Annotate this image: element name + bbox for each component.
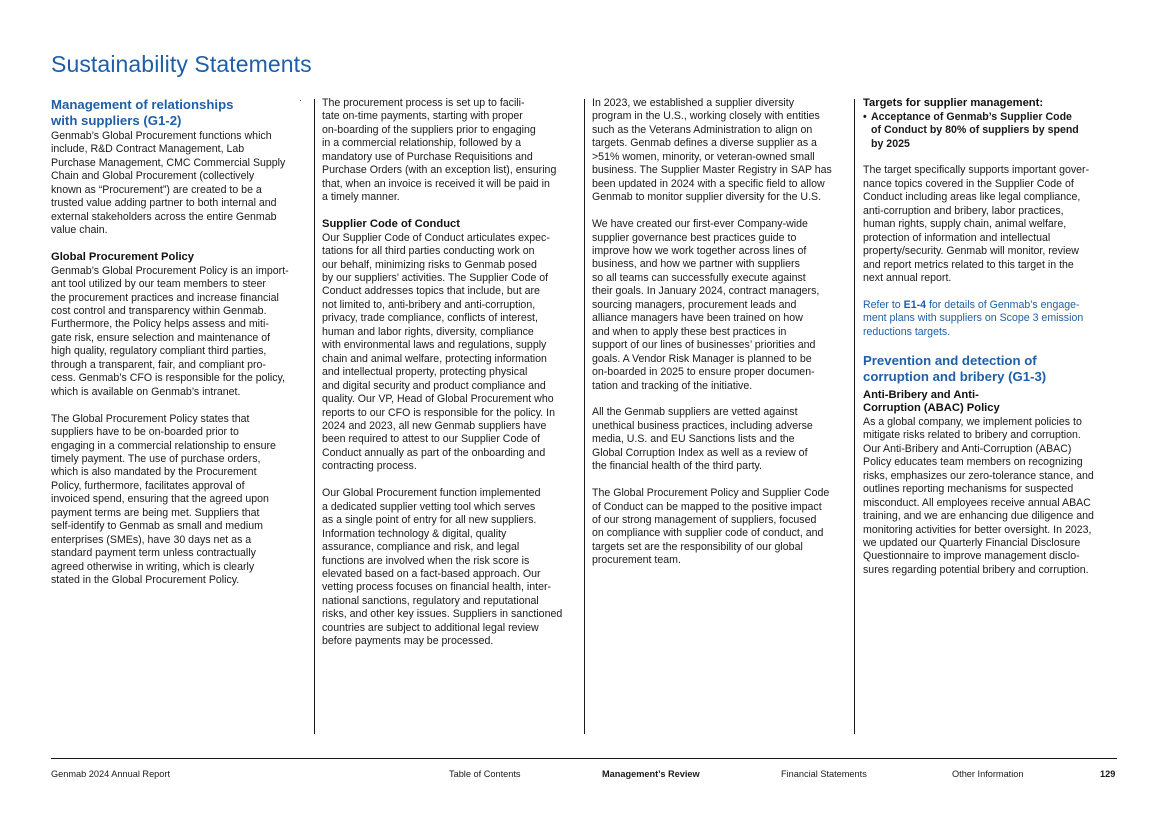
- column-3: [592, 97, 842, 581]
- subheading-global-procurement-policy: Global Procurement Policy: [51, 251, 194, 264]
- bullet-text: Acceptance of Genmab’s Supplier Code of Conduct by 80% of suppliers by spend by 2025: [871, 110, 1079, 150]
- paragraph: In 2023, we established a supplier diversity program in the U.S., working closely with entities such as the Veterans Administration to align on targets. Genmab defines a diverse supplier as a >51% women, minority, or veteran-owned small business. The Supplier Master Registry in SAP has been updated in 2024 with a specific field to allow Genmab to monitor supplier diversity for the U.S.: [592, 97, 832, 204]
- column-divider: [584, 99, 585, 734]
- paragraph: As a global company, we implement policies to mitigate risks related to bribery and corruption. Our Anti-Bribery and Anti-Corruption (ABAC) Policy educates team members on recognizing risks, emphasizes our zero-tolerance stance, and outlines reporting mechanisms for suspected misconduct. All employees receive annual ABAC training, and we are enhancing due diligence and monitoring activities for better oversight. In 2023, we updated our Quarterly Financial Disclosure Questionnaire to improve management disclo- sures regarding potential bribery and corruption.: [863, 415, 1094, 576]
- subheading-supplier-code-of-conduct: Supplier Code of Conduct: [322, 218, 460, 231]
- footer-link-financial-statements[interactable]: Financial Statements: [781, 769, 867, 779]
- section-heading-corruption-bribery: Prevention and detection of corruption and bribery (G1-3): [863, 352, 1047, 384]
- paragraph: All the Genmab suppliers are vetted against unethical business practices, including adverse media, U.S. and EU Sanctions lists and the Global Corruption Index as well as a review of the financial health of the third party.: [592, 406, 813, 473]
- reference-text: for details of Genmab’s engage- ment plans with suppliers on Scope 3 emission reductions targets.: [863, 298, 1084, 338]
- page-number: 129: [1100, 769, 1116, 779]
- footer-link-table-of-contents[interactable]: Table of Contents: [449, 769, 521, 779]
- paragraph: Genmab’s Global Procurement Policy is an import- ant tool utilized by our team members to steer the procurement practices and increase financial cost control and transparency within Genmab. Furthermore, the Policy helps assess and miti- gate risk, ensure selection and maintenance of high quality, regulatory compliant third parties, through a transparent, fair, and compliant pro- cess. Genmab’s CFO is responsible for the policy, which is available on Genmab’s intranet.: [51, 264, 289, 398]
- reference-link-e1-4[interactable]: E1-4: [903, 298, 927, 311]
- footer-link-managements-review[interactable]: Management’s Review: [602, 769, 700, 779]
- reference-paragraph: [863, 299, 1117, 339]
- page-title: Sustainability Statements: [51, 51, 312, 78]
- column-4: [863, 97, 1117, 591]
- footer-report-name: Genmab 2024 Annual Report: [51, 769, 171, 779]
- paragraph: The target specifically supports important gover- nance topics covered in the Supplier Code of Conduct including areas like legal compliance, anti-corruption and bribery, labor practices, human rights, supply chain, animal welfare, protection of information and intellectual property/security. Genmab will monitor, review and report metrics related to this target in the next annual report.: [863, 164, 1090, 285]
- column-2: [322, 97, 576, 662]
- paragraph: Our Supplier Code of Conduct articulates expec- tations for all third parties conducting work on our behalf, minimizing risks to Genmab posed by our suppliers’ activities. The Supplier Code of Conduct addresses topics that include, but are not limited to, anti-bribery and anti-corruption, privacy, trade compliance, conflicts of interest, human and labor rights, diversity, compliance with environmental laws and regulations, supply chain and animal welfare, protecting information and intellectual property, protecting physical and digital security and product compliance and quality. Our VP, Head of Global Procurement who reports to our CFO is responsible for the policy. In 2024 and 2023, all new Genmab suppliers have been required to attest to our Supplier Code of Conduct annually as part of the onboarding and contracting process.: [322, 231, 555, 473]
- footer-divider: [51, 758, 1117, 759]
- bullet-marker: •: [863, 110, 867, 123]
- section-heading-supplier-relationships: Management of relationships with suppliers (G1-2): [51, 97, 234, 128]
- footer-link-other-information[interactable]: Other Information: [952, 769, 1024, 779]
- subheading-targets: Targets for supplier management:: [863, 97, 1044, 109]
- paragraph: The Global Procurement Policy states that suppliers have to be on-boarded prior to engaging in a commercial relationship to ensure timely payment. The use of purchase orders, which is also mandated by the Procurement Policy, furthermore, facilitates approval of invoiced spend, ensuring that the agreed upon payment terms are being met. Suppliers that self-identify to Genmab as small and medium enterprises (SMEs), have 30 days net as a standard payment term unless contractually agreed otherwise in writing, which is clearly stated in the Global Procurement Policy.: [51, 412, 276, 587]
- paragraph: Our Global Procurement function implemented a dedicated supplier vetting tool which serves as a single point of entry for all new suppliers. Information technology & digital, quality assurance, compliance and risk, and legal functions are involved when the risk score is elevated based on a fact-based approach. Our vetting process focuses on financial health, inter- national sanctions, regulatory and reputational risks, and other key issues. Suppliers in sanctioned countries are subject to additional legal review before payments may be processed.: [322, 487, 563, 648]
- paragraph: The procurement process is set up to facili- tate on-time payments, starting with proper on-boarding of the suppliers prior to engaging in a commercial relationship, followed by a mandatory use of Purchase Requisitions and Purchase Orders (with an exception list), ensuring that, when an invoice is received it will be paid in a timely manner.: [322, 97, 557, 204]
- paragraph: The Global Procurement Policy and Supplier Code of Conduct can be mapped to the positive impact of our strong management of suppliers, focused on compliance with supplier code of conduct, and targets set are the responsibility of our global procurement team.: [592, 487, 830, 567]
- paragraph: We have created our first-ever Company-wide supplier governance best practices guide to improve how we work together across lines of business, and how we partner with suppliers so all teams can successfully execute against their goals. In January 2024, contract managers, sourcing managers, procurement leads and alliance managers have been trained on how and when to apply these best practices in support of our lines of businesses’ priorities and goals. A Vendor Risk Manager is planned to be on-boarded in 2025 to ensure proper documen- tation and tracking of the initiative.: [592, 218, 820, 392]
- target-bullet: [863, 111, 1117, 151]
- column-divider: [854, 99, 855, 734]
- reference-text: Refer to: [863, 298, 904, 311]
- subheading-abac-policy: Anti-Bribery and Anti- Corruption (ABAC) Policy: [863, 388, 1000, 415]
- column-divider: [314, 99, 315, 734]
- paragraph: Genmab’s Global Procurement functions which include, R&D Contract Management, Lab Purchase Management, CMC Commercial Supply Chain and Global Procurement (collectively known as “Procurement”) are created to be a trusted value adding partner to both internal and external stakeholders across the entire Genmab value chain.: [51, 130, 286, 237]
- divider-dot: [300, 100, 301, 101]
- column-1: [51, 97, 301, 601]
